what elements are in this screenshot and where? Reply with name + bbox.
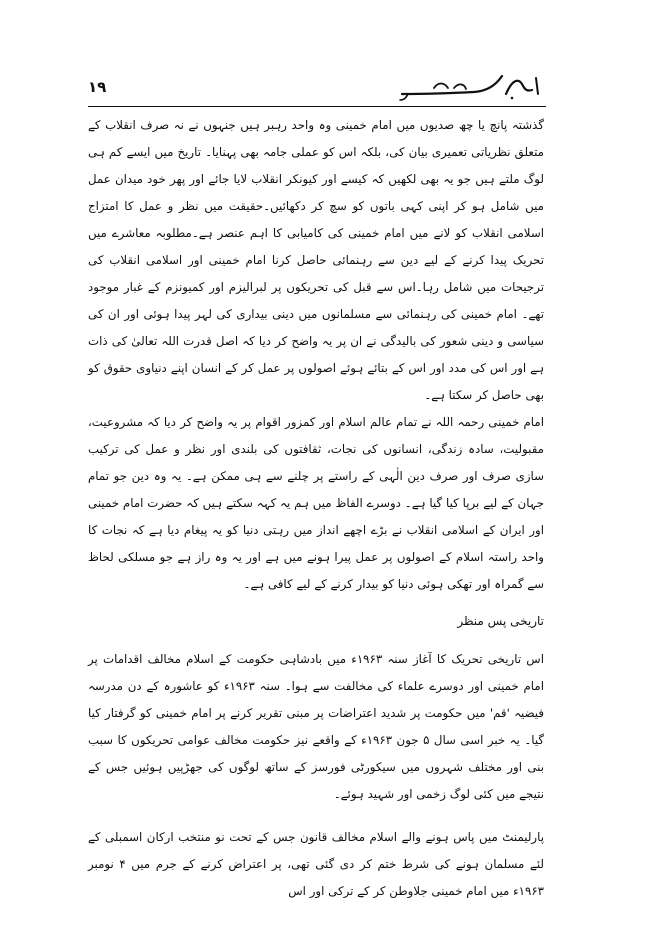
page-header xyxy=(88,70,544,104)
journal-title-logo xyxy=(394,70,544,102)
journal-title-calligraphy xyxy=(394,70,544,102)
page-number: ۱۹ xyxy=(88,78,107,96)
body-paragraph: پارلیمنٹ میں پاس ہونے والے اسلام مخالف قانون جس کے تحت نو منتخب ارکان اسمبلی کے لئے مسلمان ہونے کی شرط ختم کر دی گئی تھی، پر اعتراض کرنے کے جرم میں ۴ نومبر ۱۹۶۳ء میں امام خمینی جلاوطن کر کے ترکی اور اس xyxy=(88,830,544,898)
page-body xyxy=(88,112,544,905)
body-paragraph: اس تاریخی تحریک کا آغاز سنہ ۱۹۶۳ء میں بادشاہی حکومت کے اسلام مخالف اقدامات پر امام خمینی اور دوسرے علماء کی مخالفت سے ہوا۔ سنہ ۱۹۶۳ء کو عاشورہ کے دن مدرسہ فیضیہ 'قم' میں حکومت پر شدید اعتراضات پر مبنی تقریر کرنے پر امام خمینی کو گرفتار کیا گیا۔ یہ خبر اسی سال ۵ جون ۱۹۶۳ء کے واقعے نیز حکومت مخالف عوامی تحریکوں کا سبب بنی اور مختلف شہروں میں سیکورٹی فورسز کے ساتھ لوگوں کی جھڑپیں ہوئیں جس کے نتیجے میں کئی لوگ زخمی اور شہید ہوئے۔ xyxy=(88,652,544,801)
body-paragraph: گذشتہ پانچ یا چھ صدیوں میں امام خمینی وہ واحد رہبر ہیں جنہوں نے نہ صرف انقلاب کے متعلق نظریاتی تعمیری بیان کی، بلکہ اس کو عملی جامہ بھی پہنایا۔ تاریخ میں ایسے کم ہی لوگ ملتے ہیں جو یہ بھی لکھیں کہ کیسے اور کیونکر انقلاب لایا جائے اور پھر خود میدان عمل میں شامل ہو کر اپنی کہی باتوں کو سچ کر دکھائیں۔حقیقت میں نظر و عمل کا امتزاج اسلامی انقلاب کو لانے میں امام خمینی کی کامیابی کا اہم عنصر ہے۔مطلوبہ معاشرے میں تحریک پیدا کرنے کے لیے دین سے رہنمائی حاصل کرنا امام خمینی اور اسلامی انقلاب کی ترجیحات میں شامل رہا۔اس سے قبل کی تحریکوں پر لبرالیزم اور کمیونزم کے غبار موجود تھے۔ امام خمینی کی رہنمائی سے مسلمانوں میں دینی بیداری کی لہر پیدا ہوئی اور ان کی سیاسی و دینی شعور کی بالیدگی نے ان پر یہ واضح کر دیا کہ اصل قدرت اللہ تعالیٰ کی ذات ہے اور اس کی مدد اور اس کے بتائے ہوئے اصولوں پر عمل کر کے انسان اپنے دنیاوی حقوق کو بھی حاصل کر سکتا ہے۔ xyxy=(88,118,544,402)
header-divider xyxy=(88,106,546,107)
paragraph-spacer xyxy=(88,808,544,824)
body-paragraph: امام خمینی رحمہ اللہ نے تمام عالم اسلام اور کمزور اقوام پر یہ واضح کر دیا کہ مشروعیت، مقبولیت، سادہ زندگی، انسانوں کی نجات، ثقافتوں کی بلندی اور نظر و عمل کی ترکیب سازی صرف اور صرف دین الٰہی کے راستے پر چلنے سے ہی ممکن ہے۔ یہ وہ دین جو تمام جہان کے لیے برپا کیا گیا ہے۔ دوسرے الفاظ میں ہم یہ کہہ سکتے ہیں کہ حضرت امام خمینی اور ایران کے اسلامی انقلاب نے بڑے اچھے انداز میں رہتی دنیا کو یہ پیغام دیا ہے کہ نجات کا واحد راستہ اسلام کے اصولوں پر عمل پیرا ہونے میں ہے اور یہ وہ راز ہے جو مسلکی لحاظ سے گمراہ اور تھکی ہوئی دنیا کو بیدار کرنے کے لیے کافی ہے۔ xyxy=(88,415,544,591)
section-heading: تاریخی پس منظر xyxy=(457,614,544,628)
